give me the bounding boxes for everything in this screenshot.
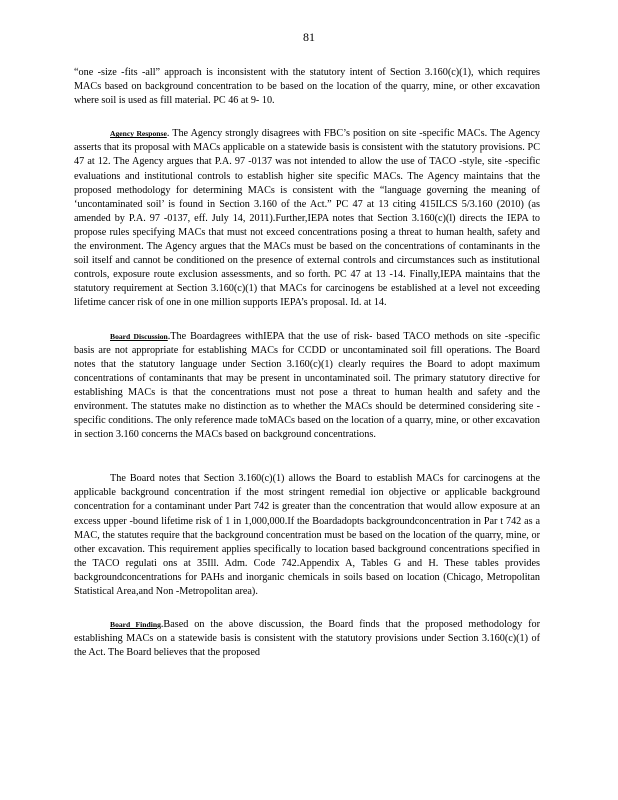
- paragraph-text: .The Boardagrees withIEPA that the use of risk- based TACO methods on site -specific basis are not appropriate for establishing MACs for CCDD or uncontaminated soil fill operations. The Board notes that the statutory language under Section 3.160(c)(1) clearly requires the Board to adopt maximum concentrations of contaminants that may be present in uncontaminated soil. The primary statutory directive for establishing MACs is that the concentrations must not pose a threat to human health and safety and the environment. The statutes make no distinction as to whether the MACs should be determined considering site - specific conditions. The only reference made toMACs based on the location of a quarry, mine, or other excavation in section 3.160 concerns the MACs based on background concentrations.: [74, 330, 540, 441]
- paragraph-text: “one -size -fits -all” approach is inconsistent with the statutory intent of Section 3.160(c)(1), which requires MACs based on background concentration to be based on the location of the quarry, mine, or other excavation where soil is used as fill material. PC 46 at 9- 10.: [74, 67, 540, 107]
- section-heading: Board Finding: [110, 620, 161, 630]
- document-body: [74, 66, 540, 679]
- paragraph-text: .Based on the above discussion, the Board finds that the proposed methodology for establishing MACs on a statewide basis is consistent with the statutory provisions under Section 3.160(c)(1) of the Act. The Board believes that the proposed: [74, 619, 540, 659]
- paragraph-agency-response: [74, 127, 540, 310]
- paragraph-board-finding: [74, 618, 540, 660]
- paragraph-board-discussion: [74, 330, 540, 443]
- section-heading: Board Discussion: [110, 331, 168, 341]
- paragraph-text: . The Agency strongly disagrees with FBC’s position on site -specific MACs. The Agency asserts that its proposal with MACs applicable on a statewide basis is consistent with the statutory provisions. PC 47 at 12. The Agency argues that P.A. 97 -0137 was not intended to allow the use of TACO -style, site -specific evaluations and institutional controls to establish higher site specific MACs. The Agency maintains that the proposed methodology for determining MACs is consistent with the “language governing the meaning of ‘uncontaminated soil’ is found in Section 3.160 of the Act.” PC 47 at 13 citing 415ILCS 5/3.160 (2010) (as amended by P.A. 97 -0137, eff. July 14, 2011).Further,IEPA notes that Section 3.160(c)(l) directs the IEPA to propose rules specifying MACs that must not exceed concentrations posing a threat to human health, safety and the environment. The Agency argues that the MACs must be based on the concentrations of contaminants in the soil itself and cannot be conditioned on the presence of external controls and circumstances such as institutional controls, exposure route exclusion assessments, and so forth. PC 47 at 13 -14. Finally,IEPA maintains that the statutory requirement at Section 3.160(c)(1) that MACs for carcinogens be established at a level not exceeding lifetime cancer risk of one in one million supports IEPA’s proposal. Id. at 14.: [74, 128, 540, 309]
- paragraph-fbc-argument: [74, 66, 540, 108]
- section-heading: Agency Response: [110, 129, 167, 139]
- paragraph-text: The Board notes that Section 3.160(c)(1) allows the Board to establish MACs for carcinogens at the applicable background concentration if the most stringent remedial ion objective or applicable background concentration for a contaminant under Part 742 is greater than the concentration that would allow exposure at an excess upper -bound lifetime risk of 1 in 1,000,000.If the Boardadopts backgroundconcentration in Par t 742 as a MAC, the statutes require that the background concentration must be based on the location of the quarry, mine, or other excavation. This requirement applies specifically to location based background concentrations specified in the TACO regulati ons at 35Ill. Adm. Code 742.Appendix A, Tables G and H. These tables provides backgroundconcentrations for PAHs and inorganic chemicals in soils based on location (Chicago, Metropolitan Statistical Area,and Non -Metropolitan area).: [74, 473, 540, 597]
- page-number: 81: [303, 30, 315, 44]
- paragraph-background-concentration: [74, 472, 540, 599]
